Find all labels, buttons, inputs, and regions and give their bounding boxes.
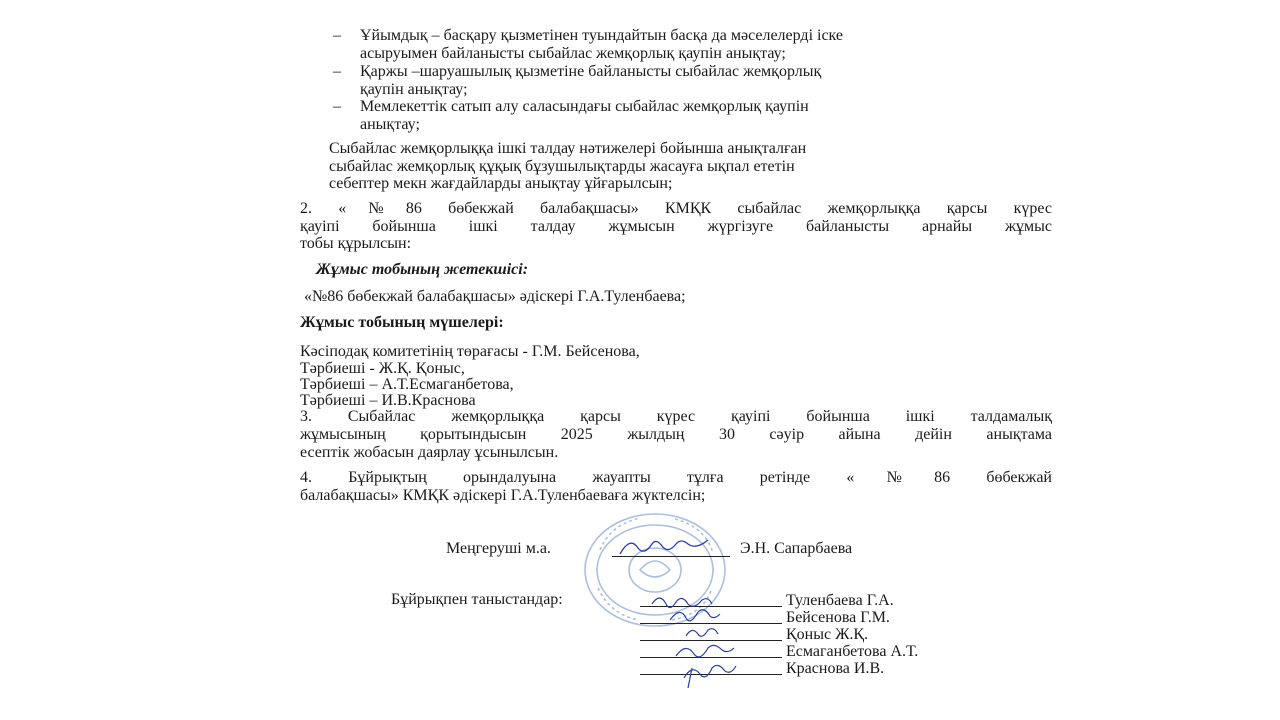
bullet-dash: –	[333, 27, 341, 44]
acquainted-name: Қоныс Ж.Қ.	[786, 626, 869, 643]
leader-text: «№86 бөбекжай балабақшасы» әдіскері Г.А.Туленбаева;	[304, 288, 686, 305]
item-2-line: 2. «№86 бөбекжай балабақшасы» КМҚК сыбайлас жемқорлыққа қарсы күрес	[300, 200, 1052, 217]
item-3-line: есептік жобасын даярлау ұсынылсын.	[300, 444, 559, 461]
leader-heading: Жұмыс тобының жетекшісі:	[316, 261, 529, 278]
bullet-1-line-2: асыруымен байланысты сыбайлас жемқорлық қаупін анықтау;	[360, 45, 786, 62]
head-label: Меңгеруші м.а.	[446, 540, 551, 557]
acquainted-name: Туленбаева Г.А.	[786, 592, 894, 609]
acquainted-name: Бейсенова Г.М.	[786, 609, 890, 626]
handwritten-signature-icon	[615, 532, 715, 562]
bullet-dash: –	[333, 98, 341, 115]
bullet-3-line-1: Мемлекеттік сатып алу саласындағы сыбайлас жемқорлық қаупін	[360, 98, 809, 115]
acquainted-name: Краснова И.В.	[786, 660, 885, 677]
handwritten-signature-icon	[640, 586, 780, 696]
bullet-1-line-1: Ұйымдық – басқару қызметінен туындайтын басқа да мәселелерді іске	[360, 27, 844, 44]
item-2-line: қауіпі бойынша ішкі талдау жұмысын жүргізуге байланысты арнайы жұмыс	[300, 218, 1052, 235]
item-4-line: 4. Бұйрықтың орындалуына жауапты тұлға ретінде «№86 бөбекжай	[300, 469, 1052, 486]
members-heading: Жұмыс тобының мүшелері:	[300, 314, 504, 331]
member-line: Кәсіподақ комитетінің төрағасы - Г.М. Бейсенова,	[300, 343, 640, 360]
item-3-line: жұмысының қорытындысын 2025 жылдың 30 сәуір айына дейін анықтама	[300, 426, 1052, 443]
item-4-line: балабақшасы» КМҚК әдіскері Г.А.Туленбаеваға жүктелсін;	[300, 487, 706, 504]
bullet-2-line-1: Қаржы –шаруашылық қызметіне байланысты сыбайлас жемқорлық	[360, 63, 822, 80]
paragraph-line: Сыбайлас жемқорлыққа ішкі талдау нәтижелері бойынша анықталған	[329, 140, 807, 157]
bullet-2-line-2: қаупін анықтау;	[360, 81, 468, 98]
member-line: Тәрбиеші - Ж.Қ. Қоныс,	[300, 360, 465, 377]
bullet-dash: –	[333, 63, 341, 80]
paragraph-line: себептер мекн жағдайларды анықтау ұйғарылсын;	[329, 175, 673, 192]
bullet-3-line-2: анықтау;	[360, 116, 420, 133]
acquainted-label: Бұйрықпен таныстандар:	[391, 591, 563, 608]
paragraph-line: сыбайлас жемқорлық құқық бұзушылықтарды жасауға ықпал ететін	[329, 158, 795, 175]
head-name: Э.Н. Сапарбаева	[740, 540, 853, 557]
member-line: Тәрбиеші – А.Т.Есмаганбетова,	[300, 376, 514, 393]
member-line: Тәрбиеші – И.В.Краснова	[300, 392, 476, 409]
acquainted-name: Есмаганбетова А.Т.	[786, 643, 919, 660]
item-2-line: тобы құрылсын:	[300, 235, 412, 252]
item-3-line: 3. Сыбайлас жемқорлыққа қарсы күрес қауіпі бойынша ішкі талдамалық	[300, 408, 1052, 425]
